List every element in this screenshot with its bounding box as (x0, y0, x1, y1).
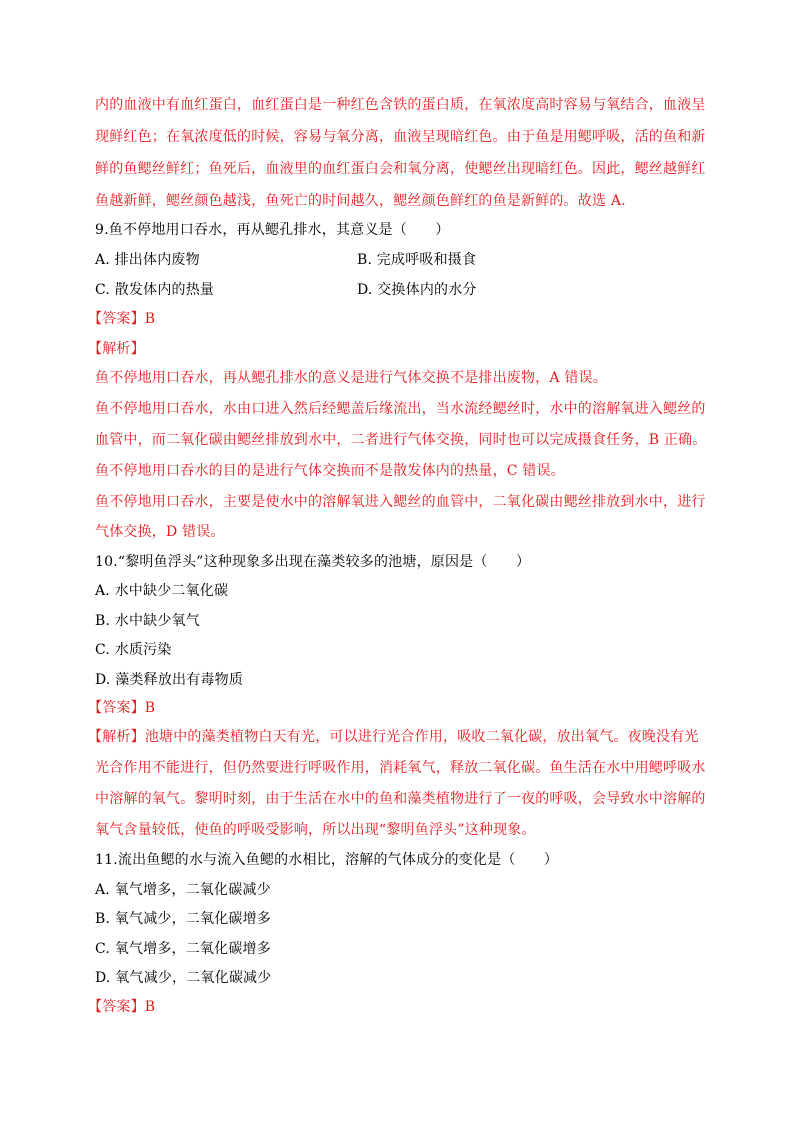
prev-explanation-line: 内的血液中有血红蛋白，血红蛋白是一种红色含铁的蛋白质，在氧浓度高时容易与氧结合，血液呈 (95, 97, 706, 113)
question-9-option-d: D. 交换体内的水分 (357, 282, 477, 298)
question-9-option-a: A. 排出体内废物 (95, 252, 200, 268)
question-10-option-b: B. 水中缺少氧气 (95, 613, 200, 629)
prev-explanation-line: 鱼越新鲜，鳃丝颜色越浅，鱼死亡的时间越久，鳃丝颜色鲜红的鱼是新鲜的。故选 A. (95, 193, 626, 209)
question-9-options-row-1 (95, 250, 477, 270)
question-9-analysis-line: 鱼不停地用口吞水，再从鳃孔排水的意义是进行气体交换不是排出废物，A 错误。 (95, 370, 607, 386)
question-9-answer: 【答案】B (88, 311, 156, 327)
question-10-analysis-line: 中溶解的氧气。黎明时刻，由于生活在水中的鱼和藻类植物进行了一夜的呼吸，会导致水中溶解的 (95, 791, 706, 807)
question-11-answer: 【答案】B (88, 999, 156, 1015)
question-9-analysis-line: 鱼不停地用口吞水的目的是进行气体交换而不是散发体内的热量，C 错误。 (95, 463, 565, 479)
question-9-analysis-line: 气体交换，D 错误。 (95, 524, 225, 540)
question-9-analysis-line: 血管中，而二氧化碳由鳃丝排放到水中，二者进行气体交换，同时也可以完成摄食任务，B 正确。 (95, 432, 707, 448)
question-10-stem: 10.“黎明鱼浮头”这种现象多出现在藻类较多的池塘，原因是（ ） (95, 554, 531, 570)
question-9-option-c: C. 散发体内的热量 (95, 282, 215, 298)
question-10-analysis-line: 光合作用不能进行，但仍然要进行呼吸作用，消耗氧气，释放二氧化碳。鱼生活在水中用鳃呼吸水 (95, 760, 706, 776)
question-10-answer: 【答案】B (88, 700, 156, 716)
prev-explanation-line: 现鲜红色；在氧浓度低的时候，容易与氧分离，血液呈现暗红色。由于鱼是用鳃呼吸，活的鱼和新 (95, 129, 706, 145)
question-10-option-a: A. 水中缺少二氧化碳 (95, 583, 229, 599)
question-11-option-b: B. 氧气减少，二氧化碳增多 (95, 911, 271, 927)
question-10-analysis-line: 【解析】池塘中的藻类植物白天有光，可以进行光合作用，吸收二氧化碳，放出氧气。夜晚没有光 (88, 729, 699, 745)
question-11-stem: 11.流出鱼鳃的水与流入鱼鳃的水相比，溶解的气体成分的变化是（ ） (95, 852, 559, 868)
question-11-option-d: D. 氧气减少，二氧化碳减少 (95, 970, 272, 986)
question-9-analysis-label: 【解析】 (88, 341, 145, 357)
question-10-option-c: C. 水质污染 (95, 642, 172, 658)
question-9-stem: 9.鱼不停地用口吞水，再从鳃孔排水，其意义是（ ） (95, 222, 450, 238)
question-9-option-b: B. 完成呼吸和摄食 (357, 252, 477, 268)
prev-explanation-line: 鲜的鱼鳃丝鲜红；鱼死后，血液里的血红蛋白会和氧分离，使鳃丝出现暗红色。因此，鳃丝越鲜红 (95, 161, 706, 177)
question-11-option-a: A. 氧气增多，二氧化碳减少 (95, 882, 271, 898)
question-10-analysis-line: 氧气含量较低，使鱼的呼吸受影响，所以出现“黎明鱼浮头”这种现象。 (95, 822, 536, 838)
question-9-analysis-line: 鱼不停地用口吞水，水由口进入然后经鳃盖后缘流出，当水流经鳃丝时，水中的溶解氧进入鳃丝的 (95, 401, 706, 417)
question-9-options-row-2 (95, 280, 477, 300)
question-9-analysis-line: 鱼不停地用口吞水，主要是使水中的溶解氧进入鳃丝的血管中，二氧化碳由鳃丝排放到水中，进行 (95, 494, 706, 510)
question-11-option-c: C. 氧气增多，二氧化碳增多 (95, 941, 271, 957)
question-10-option-d: D. 藻类释放出有毒物质 (95, 672, 244, 688)
